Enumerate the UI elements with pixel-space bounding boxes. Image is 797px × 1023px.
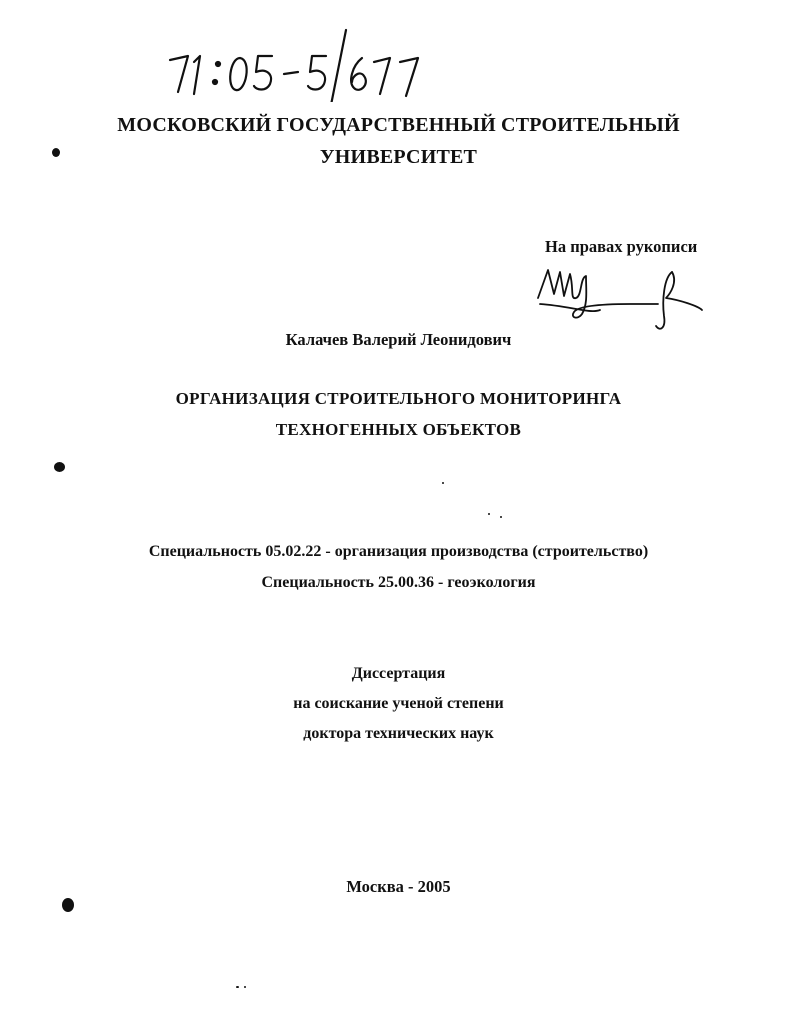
scan-speck	[54, 462, 65, 472]
university-name-line1: МОСКОВСКИЙ ГОСУДАРСТВЕННЫЙ СТРОИТЕЛЬНЫЙ	[117, 114, 680, 136]
dissertation-title-line2: ТЕХНОГЕННЫХ ОБЪЕКТОВ	[275, 420, 522, 439]
degree-line2: доктора технических наук	[303, 725, 494, 742]
specialty-line2: Специальность 25.00.36 - геоэкология	[261, 574, 536, 591]
scan-speck	[52, 148, 60, 157]
scan-speck	[236, 986, 239, 988]
degree-line1: на соискание ученой степени	[293, 695, 504, 712]
dissertation-title-line1: ОРГАНИЗАЦИЯ СТРОИТЕЛЬНОГО МОНИТОРИНГА	[175, 389, 622, 408]
scan-speck	[488, 513, 490, 515]
university-name-line2: УНИВЕРСИТЕТ	[319, 146, 478, 168]
handwritten-archive-code	[160, 22, 460, 102]
dissertation-label: Диссертация	[351, 665, 446, 682]
scan-speck	[500, 516, 502, 518]
scan-speck	[244, 986, 246, 988]
signature	[530, 258, 710, 336]
specialty-line1: Специальность 05.02.22 - организация производства (строительство)	[148, 543, 649, 560]
scan-speck	[442, 482, 444, 484]
author-name: Калачев Валерий Леонидович	[285, 330, 512, 349]
scan-speck	[62, 898, 74, 912]
manuscript-rights: На правах рукописи	[545, 237, 698, 256]
city-year: Москва - 2005	[346, 877, 451, 896]
